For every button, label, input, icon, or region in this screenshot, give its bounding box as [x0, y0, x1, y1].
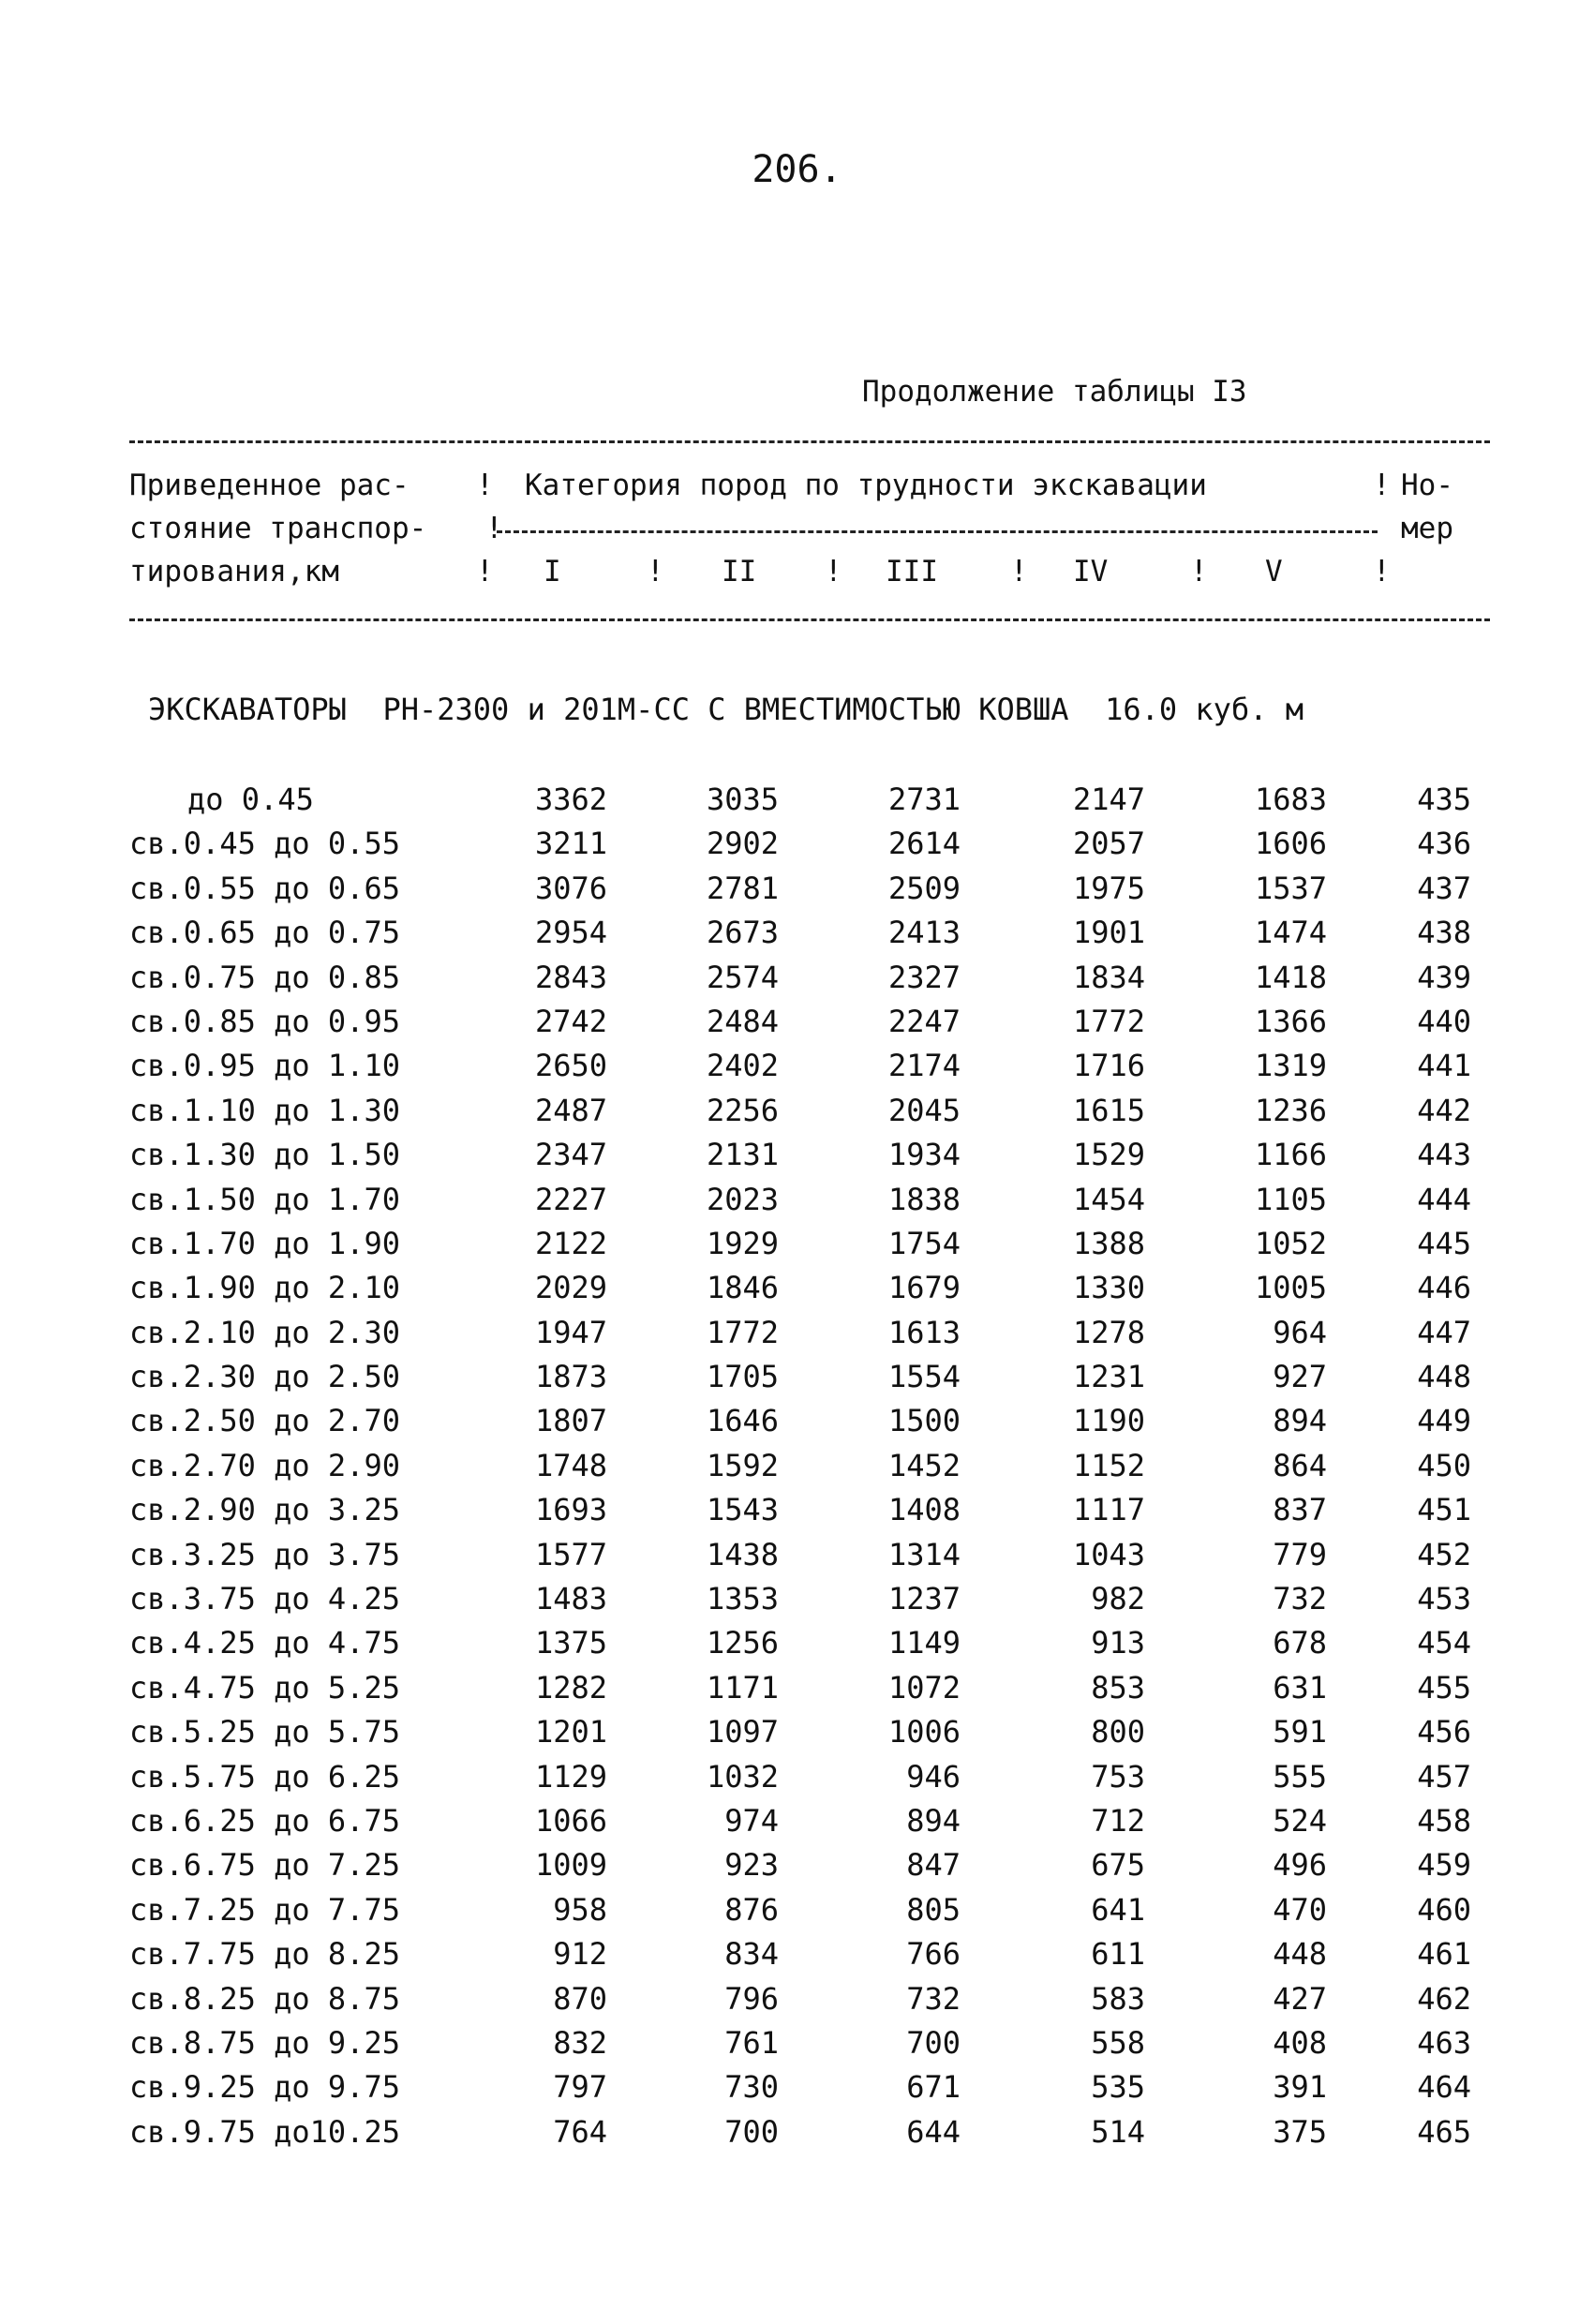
cell-row-number: 437	[1417, 870, 1471, 906]
table-row	[0, 1666, 1594, 1710]
table-row	[0, 2065, 1594, 2109]
cell-distance-range: св.0.55 до 0.65	[129, 870, 400, 906]
header-separator: !	[647, 555, 664, 588]
table-row	[0, 1888, 1594, 1932]
cell-distance-range: св.1.70 до 1.90	[129, 1225, 400, 1261]
table-row	[0, 1133, 1594, 1177]
table-row	[0, 1533, 1594, 1577]
cell-category-iii: 2247	[887, 1003, 961, 1039]
cell-category-v: 391	[1273, 2069, 1327, 2106]
header-separator: !	[476, 469, 494, 502]
section-title: ЭКСКАВАТОРЫ РН-2300 и 201М-СС С ВМЕСТИМОСТЬЮ КОВША 16.0 куб. м	[148, 692, 1304, 727]
header-distance-line1: Приведенное рас-	[129, 469, 410, 502]
cell-category-ii: 1592	[706, 1447, 779, 1483]
cell-category-ii: 1353	[706, 1581, 779, 1617]
table-row	[0, 1444, 1594, 1488]
cell-category-ii: 2484	[706, 1003, 779, 1039]
cell-distance-range: св.6.25 до 6.75	[129, 1802, 400, 1839]
cell-category-iv: 641	[1091, 1891, 1145, 1928]
cell-category-ii: 1032	[706, 1758, 779, 1795]
table-row	[0, 867, 1594, 911]
cell-category-v: 631	[1273, 1669, 1327, 1706]
cell-distance-range: св.9.25 до 9.75	[129, 2069, 400, 2106]
cell-category-v: 1166	[1254, 1137, 1327, 1173]
header-separator: !	[1010, 555, 1028, 588]
cell-row-number: 451	[1417, 1492, 1471, 1528]
cell-row-number: 439	[1417, 959, 1471, 995]
cell-category-iii: 1754	[887, 1225, 961, 1261]
cell-row-number: 456	[1417, 1714, 1471, 1750]
cell-category-iii: 2045	[887, 1092, 961, 1128]
cell-row-number: 441	[1417, 1048, 1471, 1084]
cell-category-iv: 1615	[1072, 1092, 1145, 1128]
cell-row-number: 458	[1417, 1802, 1471, 1839]
cell-category-i: 1009	[534, 1847, 607, 1884]
cell-category-ii: 1705	[706, 1359, 779, 1395]
cell-row-number: 464	[1417, 2069, 1471, 2106]
table-row	[0, 1089, 1594, 1133]
table-row	[0, 778, 1594, 822]
cell-category-i: 1201	[534, 1714, 607, 1750]
cell-distance-range: св.5.75 до 6.25	[129, 1758, 400, 1795]
cell-category-i: 1375	[534, 1625, 607, 1661]
cell-row-number: 443	[1417, 1137, 1471, 1173]
header-sub-rule	[497, 530, 1378, 533]
header-number-line1: Но-	[1401, 469, 1453, 502]
cell-distance-range: св.2.50 до 2.70	[129, 1403, 400, 1439]
cell-category-v: 1683	[1254, 782, 1327, 817]
cell-category-v: 837	[1273, 1492, 1327, 1528]
cell-category-ii: 2781	[706, 870, 779, 906]
cell-category-ii: 923	[724, 1847, 779, 1884]
cell-category-iii: 2327	[887, 959, 961, 995]
cell-category-i: 1807	[534, 1403, 607, 1439]
cell-distance-range: св.6.75 до 7.25	[129, 1847, 400, 1884]
cell-category-v: 496	[1273, 1847, 1327, 1884]
cell-category-v: 375	[1273, 2113, 1327, 2150]
cell-category-iv: 1117	[1072, 1492, 1145, 1528]
table-row	[0, 1755, 1594, 1799]
cell-distance-range: св.1.50 до 1.70	[129, 1181, 400, 1217]
cell-category-iv: 535	[1091, 2069, 1145, 2106]
cell-distance-range: св.0.95 до 1.10	[129, 1048, 400, 1084]
cell-distance-range: св.0.85 до 0.95	[129, 1003, 400, 1039]
cell-row-number: 452	[1417, 1536, 1471, 1572]
cell-category-iii: 1237	[887, 1581, 961, 1617]
data-table-body	[0, 778, 1594, 2154]
table-row	[0, 2021, 1594, 2065]
cell-category-iv: 753	[1091, 1758, 1145, 1795]
header-separator: !	[485, 512, 503, 545]
cell-row-number: 445	[1417, 1225, 1471, 1261]
header-top-rule	[129, 440, 1490, 443]
cell-category-iv: 982	[1091, 1581, 1145, 1617]
cell-category-i: 2029	[534, 1270, 607, 1306]
table-row	[0, 1044, 1594, 1088]
cell-category-ii: 1543	[706, 1492, 779, 1528]
cell-category-ii: 2902	[706, 826, 779, 862]
cell-distance-range: св.8.25 до 8.75	[129, 1980, 400, 2017]
cell-category-i: 3362	[534, 782, 607, 817]
table-row	[0, 1311, 1594, 1355]
cell-category-ii: 3035	[706, 782, 779, 817]
cell-distance-range: св.1.30 до 1.50	[129, 1137, 400, 1173]
cell-category-i: 1483	[534, 1581, 607, 1617]
header-category-iii: III	[886, 555, 938, 588]
cell-category-iii: 1679	[887, 1270, 961, 1306]
cell-category-v: 732	[1273, 1581, 1327, 1617]
cell-category-i: 912	[553, 1936, 607, 1973]
cell-category-ii: 730	[724, 2069, 779, 2106]
cell-category-v: 470	[1273, 1891, 1327, 1928]
cell-category-iv: 558	[1091, 2024, 1145, 2061]
cell-category-iv: 583	[1091, 1980, 1145, 2017]
cell-row-number: 465	[1417, 2113, 1471, 2150]
cell-category-ii: 761	[724, 2024, 779, 2061]
cell-category-i: 1873	[534, 1359, 607, 1395]
cell-category-v: 591	[1273, 1714, 1327, 1750]
cell-category-v: 894	[1273, 1403, 1327, 1439]
cell-category-v: 1474	[1254, 915, 1327, 951]
cell-category-iv: 1152	[1072, 1447, 1145, 1483]
cell-category-i: 3211	[534, 826, 607, 862]
cell-category-v: 678	[1273, 1625, 1327, 1661]
cell-category-iv: 853	[1091, 1669, 1145, 1706]
cell-row-number: 450	[1417, 1447, 1471, 1483]
cell-category-iii: 805	[906, 1891, 961, 1928]
table-row	[0, 1266, 1594, 1310]
header-category-v: V	[1265, 555, 1283, 588]
table-row	[0, 1488, 1594, 1532]
cell-distance-range: св.0.45 до 0.55	[129, 826, 400, 862]
header-separator: !	[476, 555, 494, 588]
cell-category-ii: 1438	[706, 1536, 779, 1572]
cell-category-iii: 700	[906, 2024, 961, 2061]
cell-category-v: 524	[1273, 1802, 1327, 1839]
cell-category-i: 2347	[534, 1137, 607, 1173]
cell-category-iv: 1278	[1072, 1314, 1145, 1350]
cell-category-iv: 1190	[1072, 1403, 1145, 1439]
cell-category-iii: 2413	[887, 915, 961, 951]
cell-row-number: 463	[1417, 2024, 1471, 2061]
table-row	[0, 1843, 1594, 1887]
cell-category-v: 1005	[1254, 1270, 1327, 1306]
cell-category-v: 1319	[1254, 1048, 1327, 1084]
cell-category-i: 797	[553, 2069, 607, 2106]
cell-category-iv: 2057	[1072, 826, 1145, 862]
cell-row-number: 442	[1417, 1092, 1471, 1128]
table-row	[0, 1222, 1594, 1266]
cell-category-iv: 514	[1091, 2113, 1145, 2150]
cell-category-iii: 1006	[887, 1714, 961, 1750]
table-caption: Продолжение таблицы I3	[862, 375, 1247, 409]
header-category-i: I	[544, 555, 561, 588]
cell-distance-range: св.7.25 до 7.75	[129, 1891, 400, 1928]
cell-category-iv: 1231	[1072, 1359, 1145, 1395]
header-separator: !	[1190, 555, 1208, 588]
header-category-title: Категория пород по трудности экскавации	[525, 469, 1207, 502]
cell-category-ii: 1097	[706, 1714, 779, 1750]
cell-category-v: 1105	[1254, 1181, 1327, 1217]
cell-category-i: 2954	[534, 915, 607, 951]
cell-category-ii: 2574	[706, 959, 779, 995]
cell-category-v: 1606	[1254, 826, 1327, 862]
cell-category-iv: 675	[1091, 1847, 1145, 1884]
cell-category-iv: 2147	[1072, 782, 1145, 817]
cell-category-v: 448	[1273, 1936, 1327, 1973]
cell-row-number: 447	[1417, 1314, 1471, 1350]
cell-category-iii: 1314	[887, 1536, 961, 1572]
cell-category-iii: 2731	[887, 782, 961, 817]
cell-category-iv: 913	[1091, 1625, 1145, 1661]
cell-category-ii: 700	[724, 2113, 779, 2150]
cell-category-iii: 946	[906, 1758, 961, 1795]
cell-row-number: 459	[1417, 1847, 1471, 1884]
cell-category-iii: 1452	[887, 1447, 961, 1483]
cell-row-number: 449	[1417, 1403, 1471, 1439]
table-row	[0, 1000, 1594, 1044]
cell-distance-range: св.0.75 до 0.85	[129, 959, 400, 995]
cell-distance-range: св.2.10 до 2.30	[129, 1314, 400, 1350]
cell-category-iii: 671	[906, 2069, 961, 2106]
cell-category-ii: 2402	[706, 1048, 779, 1084]
cell-category-iii: 894	[906, 1802, 961, 1839]
cell-category-v: 1366	[1254, 1003, 1327, 1039]
table-row	[0, 2110, 1594, 2154]
cell-category-v: 408	[1273, 2024, 1327, 2061]
cell-distance-range: св.2.30 до 2.50	[129, 1359, 400, 1395]
table-row	[0, 1932, 1594, 1976]
cell-category-v: 964	[1273, 1314, 1327, 1350]
cell-distance-range: св.3.75 до 4.25	[129, 1581, 400, 1617]
header-separator: !	[1373, 469, 1391, 502]
cell-category-iii: 2614	[887, 826, 961, 862]
cell-category-i: 1693	[534, 1492, 607, 1528]
cell-row-number: 462	[1417, 1980, 1471, 2017]
cell-category-iii: 1613	[887, 1314, 961, 1350]
cell-category-i: 2227	[534, 1181, 607, 1217]
table-row	[0, 1577, 1594, 1621]
cell-category-ii: 796	[724, 1980, 779, 2017]
header-category-ii: II	[722, 555, 757, 588]
table-row	[0, 1399, 1594, 1443]
cell-row-number: 453	[1417, 1581, 1471, 1617]
cell-category-ii: 2023	[706, 1181, 779, 1217]
cell-distance-range: св.2.90 до 3.25	[129, 1492, 400, 1528]
cell-distance-range: св.1.10 до 1.30	[129, 1092, 400, 1128]
cell-category-iv: 1454	[1072, 1181, 1145, 1217]
cell-distance-range: св.1.90 до 2.10	[129, 1270, 400, 1306]
header-number-line2: мер	[1401, 512, 1453, 545]
cell-category-iii: 1554	[887, 1359, 961, 1395]
cell-category-i: 1129	[534, 1758, 607, 1795]
cell-category-iii: 1500	[887, 1403, 961, 1439]
cell-category-i: 2650	[534, 1048, 607, 1084]
cell-category-iv: 1388	[1072, 1225, 1145, 1261]
cell-category-ii: 2131	[706, 1137, 779, 1173]
cell-category-ii: 2673	[706, 915, 779, 951]
cell-category-i: 2122	[534, 1225, 607, 1261]
cell-row-number: 440	[1417, 1003, 1471, 1039]
cell-category-v: 555	[1273, 1758, 1327, 1795]
cell-category-iii: 644	[906, 2113, 961, 2150]
cell-category-ii: 1772	[706, 1314, 779, 1350]
cell-category-ii: 974	[724, 1802, 779, 1839]
cell-category-i: 2487	[534, 1092, 607, 1128]
cell-row-number: 438	[1417, 915, 1471, 951]
cell-category-i: 1947	[534, 1314, 607, 1350]
table-row	[0, 911, 1594, 955]
cell-category-iii: 766	[906, 1936, 961, 1973]
cell-category-iii: 847	[906, 1847, 961, 1884]
cell-category-ii: 1256	[706, 1625, 779, 1661]
cell-category-v: 1418	[1254, 959, 1327, 995]
cell-distance-range: св.9.75 до10.25	[129, 2113, 400, 2150]
cell-category-i: 870	[553, 1980, 607, 2017]
cell-category-ii: 876	[724, 1891, 779, 1928]
table-row	[0, 1977, 1594, 2021]
cell-category-i: 958	[553, 1891, 607, 1928]
cell-category-v: 864	[1273, 1447, 1327, 1483]
cell-distance-range: св.0.65 до 0.75	[129, 915, 400, 951]
cell-category-ii: 1846	[706, 1270, 779, 1306]
header-category-iv: IV	[1073, 555, 1109, 588]
cell-category-iv: 1975	[1072, 870, 1145, 906]
cell-category-iv: 1834	[1072, 959, 1145, 995]
cell-row-number: 460	[1417, 1891, 1471, 1928]
cell-category-iv: 1330	[1072, 1270, 1145, 1306]
cell-category-iii: 1934	[887, 1137, 961, 1173]
cell-category-v: 1236	[1254, 1092, 1327, 1128]
cell-row-number: 435	[1417, 782, 1471, 817]
cell-category-i: 2843	[534, 959, 607, 995]
cell-category-i: 832	[553, 2024, 607, 2061]
cell-category-v: 427	[1273, 1980, 1327, 2017]
cell-category-ii: 1171	[706, 1669, 779, 1706]
cell-category-iv: 1901	[1072, 915, 1145, 951]
table-row	[0, 1355, 1594, 1399]
cell-category-ii: 1929	[706, 1225, 779, 1261]
cell-category-iv: 611	[1091, 1936, 1145, 1973]
table-row	[0, 1178, 1594, 1222]
cell-distance-range: св.7.75 до 8.25	[129, 1936, 400, 1973]
header-bottom-rule	[129, 618, 1490, 621]
table-row	[0, 956, 1594, 1000]
cell-category-ii: 2256	[706, 1092, 779, 1128]
cell-row-number: 436	[1417, 826, 1471, 862]
cell-category-v: 1052	[1254, 1225, 1327, 1261]
cell-distance-range: св.2.70 до 2.90	[129, 1447, 400, 1483]
cell-category-i: 3076	[534, 870, 607, 906]
cell-category-i: 2742	[534, 1003, 607, 1039]
cell-category-iii: 732	[906, 1980, 961, 2017]
cell-category-iv: 1772	[1072, 1003, 1145, 1039]
cell-category-iii: 1408	[887, 1492, 961, 1528]
cell-category-v: 779	[1273, 1536, 1327, 1572]
cell-row-number: 454	[1417, 1625, 1471, 1661]
table-row	[0, 822, 1594, 866]
cell-row-number: 446	[1417, 1270, 1471, 1306]
header-separator: !	[1373, 555, 1391, 588]
cell-category-iv: 712	[1091, 1802, 1145, 1839]
cell-row-number: 444	[1417, 1181, 1471, 1217]
header-distance-line3: тирования,км	[129, 555, 339, 588]
table-row	[0, 1799, 1594, 1843]
cell-row-number: 461	[1417, 1936, 1471, 1973]
cell-category-v: 1537	[1254, 870, 1327, 906]
cell-category-i: 764	[553, 2113, 607, 2150]
cell-category-iv: 1529	[1072, 1137, 1145, 1173]
cell-distance-range: св.5.25 до 5.75	[129, 1714, 400, 1750]
page-number: 206.	[752, 148, 842, 191]
cell-category-ii: 834	[724, 1936, 779, 1973]
cell-category-i: 1577	[534, 1536, 607, 1572]
cell-row-number: 457	[1417, 1758, 1471, 1795]
cell-category-iii: 2509	[887, 870, 961, 906]
cell-category-iii: 1838	[887, 1181, 961, 1217]
cell-distance-range: до 0.45	[187, 782, 314, 817]
table-row	[0, 1621, 1594, 1665]
cell-distance-range: св.3.25 до 3.75	[129, 1536, 400, 1572]
cell-category-i: 1282	[534, 1669, 607, 1706]
cell-distance-range: св.4.25 до 4.75	[129, 1625, 400, 1661]
cell-category-iv: 1043	[1072, 1536, 1145, 1572]
cell-category-i: 1066	[534, 1802, 607, 1839]
cell-row-number: 448	[1417, 1359, 1471, 1395]
header-separator: !	[825, 555, 842, 588]
table-row	[0, 1710, 1594, 1754]
cell-distance-range: св.8.75 до 9.25	[129, 2024, 400, 2061]
cell-category-i: 1748	[534, 1447, 607, 1483]
cell-category-ii: 1646	[706, 1403, 779, 1439]
cell-distance-range: св.4.75 до 5.25	[129, 1669, 400, 1706]
header-distance-line2: стояние транспор-	[129, 512, 427, 545]
cell-row-number: 455	[1417, 1669, 1471, 1706]
cell-category-iii: 1072	[887, 1669, 961, 1706]
cell-category-v: 927	[1273, 1359, 1327, 1395]
cell-category-iii: 1149	[887, 1625, 961, 1661]
cell-category-iv: 800	[1091, 1714, 1145, 1750]
cell-category-iv: 1716	[1072, 1048, 1145, 1084]
cell-category-iii: 2174	[887, 1048, 961, 1084]
